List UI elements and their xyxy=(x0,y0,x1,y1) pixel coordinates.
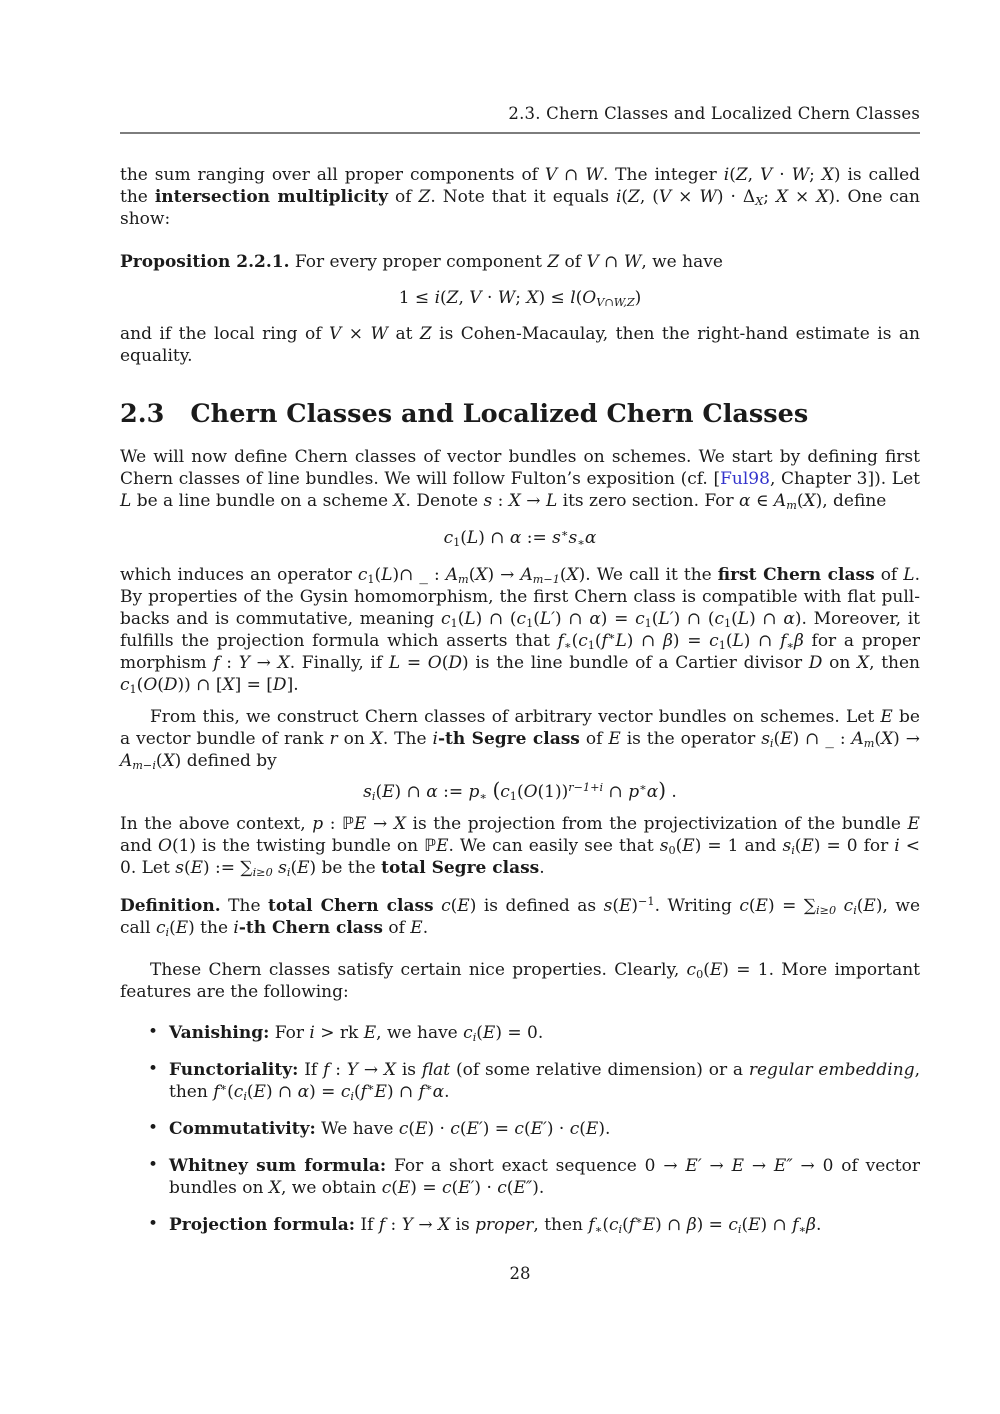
property-list-item xyxy=(148,1214,920,1236)
text-segment: α xyxy=(584,528,597,548)
property-text: Whitney sum formula: For a short exact sequence 0 → E′ → E → E″ → 0 of vector bundles on X, we obtain c(E) = c(E′) · c(E″). xyxy=(169,1156,920,1198)
text-segment: m xyxy=(458,573,469,587)
text-segment: s xyxy=(175,858,184,878)
bullet-icon: • xyxy=(148,1155,159,1175)
text-segment: L′ xyxy=(658,609,674,629)
text-segment: L xyxy=(381,565,393,585)
paragraph-projectivization: In the above context, p : ℙE → X is the projection from the projectivization of the bundle E and O(1) is the twisting bundle on ℙE. We can easily see that $s_0(E) = 1$ and $s_i(E) = 0$ for i < 0. Let s(E) := $\sum_{i\ge 0}$ $s_i(E)$ be the total Segre class. xyxy=(120,814,920,880)
text-segment: V xyxy=(329,324,342,344)
text-segment: c xyxy=(340,1082,351,1102)
text-segment: 1 xyxy=(509,790,517,804)
text-segment: β xyxy=(686,1215,697,1235)
bullet-icon: • xyxy=(148,1214,159,1234)
text-segment: first Chern class xyxy=(717,565,875,585)
paragraph-segre-class: From this, we construct Chern classes of arbitrary vector bundles on schemes. Let E be a vector bundle of rank r on X. The i-th Segre class of E is the operator $s_i(E)$ ∩ _ : $A_m(X) \to A_{m-i}(X)$ defined by xyxy=(120,707,921,773)
text-segment: ∗ xyxy=(219,1081,228,1095)
text-segment: E′ xyxy=(685,1156,702,1176)
text-segment: Y xyxy=(401,1215,413,1235)
text-segment: V xyxy=(544,165,558,185)
text-segment: i xyxy=(432,729,438,749)
text-segment: s xyxy=(761,729,770,749)
text-segment: m xyxy=(786,499,797,513)
paragraph-cohen-macaulay: and if the local ring of V × W at Z is Cohen-Macaulay, then the right-hand estimate is an equality. xyxy=(120,324,920,366)
text-segment: flat xyxy=(421,1060,451,1080)
text-segment: A xyxy=(520,565,533,585)
text-segment: W xyxy=(370,324,388,344)
text-segment: E xyxy=(253,1082,266,1102)
text-segment: D xyxy=(163,675,178,695)
text-segment: ) xyxy=(658,778,667,802)
text-segment: c xyxy=(709,631,719,651)
text-segment: p xyxy=(468,782,480,802)
text-segment: X xyxy=(222,675,235,695)
text-block xyxy=(120,0,920,1285)
property-text: Vanishing: For i > rk E, we have $c_i(E) = 0$. xyxy=(169,1023,544,1045)
text-segment: Z xyxy=(419,324,432,344)
text-segment: Z xyxy=(418,187,431,207)
text-segment: i xyxy=(350,1090,354,1104)
text-segment: X xyxy=(775,187,789,207)
text-segment: E xyxy=(801,836,814,856)
text-segment: Commutativity: xyxy=(169,1119,316,1139)
text-segment: Y xyxy=(238,653,250,673)
text-segment: p xyxy=(312,814,324,834)
text-segment: E xyxy=(731,1156,745,1176)
text-segment: V xyxy=(586,252,599,272)
text-segment: E xyxy=(642,1215,656,1235)
text-segment: O xyxy=(427,653,442,673)
text-segment: Whitney sum formula: xyxy=(169,1156,387,1176)
property-text: Functoriality: If f : Y → X is flat (of some relative dimension) or a regular embedding, then $f^∗(c_i(E)$ ∩ $\alpha) = c_i(f^∗E)$ ∩ f∗α. xyxy=(169,1060,920,1104)
text-segment: ∗ xyxy=(607,630,616,644)
text-segment: i xyxy=(233,918,239,938)
text-segment: c xyxy=(381,1178,392,1198)
text-segment: W xyxy=(791,165,810,185)
text-segment: 1 xyxy=(587,639,595,653)
text-segment: c xyxy=(398,1119,409,1139)
text-segment: f xyxy=(628,1215,636,1235)
text-segment: E xyxy=(608,729,621,749)
text-segment: V xyxy=(658,187,672,207)
text-segment: i xyxy=(371,790,376,804)
text-segment: ∗ xyxy=(424,1081,433,1095)
text-segment: O xyxy=(143,675,158,695)
text-segment: ∗ xyxy=(560,527,569,541)
text-segment: c xyxy=(443,528,454,548)
text-segment: E xyxy=(436,836,449,856)
text-segment: E xyxy=(863,896,876,916)
text-segment: c xyxy=(233,1082,244,1102)
text-segment: m−1 xyxy=(532,573,560,587)
text-segment: ∗ xyxy=(366,1081,375,1095)
text-segment: X xyxy=(162,751,175,771)
text-segment: ∗ xyxy=(786,639,794,653)
text-segment: α xyxy=(589,609,601,629)
text-segment: E′ xyxy=(458,1178,475,1198)
text-segment: E xyxy=(482,1023,496,1043)
text-segment: s xyxy=(363,782,372,802)
text-segment: α xyxy=(297,1082,310,1102)
text-segment: p xyxy=(628,782,640,802)
text-segment: L xyxy=(545,491,558,511)
text-segment: Z xyxy=(735,165,748,185)
text-segment: r xyxy=(329,729,338,749)
text-segment: L xyxy=(732,631,744,651)
text-segment: D xyxy=(808,653,823,673)
property-list-item xyxy=(148,1022,920,1044)
text-segment: V xyxy=(469,288,482,308)
text-segment: E xyxy=(353,814,367,834)
text-segment: V∩W,Z xyxy=(596,296,635,310)
text-segment: i xyxy=(615,187,622,207)
text-segment: A xyxy=(851,729,864,749)
text-segment: W xyxy=(699,187,717,207)
text-segment: c xyxy=(497,1178,507,1198)
text-segment: β xyxy=(663,631,673,651)
text-segment: total Chern class xyxy=(268,896,434,916)
text-segment: A xyxy=(120,751,133,771)
text-segment: i xyxy=(286,866,291,880)
property-list-item xyxy=(148,1118,920,1140)
text-segment: X xyxy=(755,195,764,209)
text-segment: E xyxy=(382,782,395,802)
text-segment: L xyxy=(120,491,132,511)
text-segment: E xyxy=(585,1119,599,1139)
text-segment: 1 xyxy=(453,536,461,550)
property-text: Commutativity: We have c(E) · c(E′) = c(E′) · c(E). xyxy=(169,1119,611,1139)
text-segment: X xyxy=(803,491,816,511)
text-segment: W xyxy=(497,288,516,308)
text-segment: L xyxy=(464,609,476,629)
citation-link[interactable]: Ful98 xyxy=(720,469,770,489)
bullet-icon: • xyxy=(148,1059,159,1079)
text-segment: i xyxy=(434,288,441,308)
text-segment: i xyxy=(618,1223,623,1237)
text-segment: X xyxy=(370,729,383,749)
text-segment: s xyxy=(659,836,669,856)
running-header-title: 2.3. Chern Classes and Localized Chern Classes xyxy=(508,104,920,123)
text-segment: Z xyxy=(446,288,459,308)
text-segment: α xyxy=(646,782,659,802)
text-segment: proper xyxy=(475,1215,534,1235)
text-segment: E″ xyxy=(513,1178,533,1198)
text-segment: m xyxy=(863,737,875,751)
text-segment: X xyxy=(821,165,834,185)
text-segment: s xyxy=(552,528,561,548)
text-segment: O xyxy=(158,836,172,856)
bullet-icon: • xyxy=(148,1118,159,1138)
text-segment: E xyxy=(907,814,920,834)
text-segment: f xyxy=(557,631,564,651)
text-segment: E xyxy=(682,836,695,856)
text-segment: E xyxy=(618,896,632,916)
text-segment: E″ xyxy=(773,1156,793,1176)
text-segment: X xyxy=(438,1215,451,1235)
text-segment: O xyxy=(523,782,538,802)
text-segment: D xyxy=(448,653,463,673)
text-segment: s xyxy=(568,528,578,548)
text-segment: intersection multiplicity xyxy=(154,187,389,207)
text-segment: E xyxy=(780,729,793,749)
text-segment: β xyxy=(794,631,804,651)
text-segment: Z xyxy=(547,252,560,272)
text-segment: A xyxy=(773,491,787,511)
text-segment: c xyxy=(728,1215,738,1235)
property-list-item xyxy=(148,1059,920,1103)
text-segment: i xyxy=(243,1090,247,1104)
text-segment: 1 xyxy=(718,639,726,653)
text-segment: D xyxy=(272,675,287,695)
text-segment: r−1+i xyxy=(568,781,604,795)
text-segment: s xyxy=(782,836,792,856)
text-segment: f xyxy=(792,1215,799,1235)
text-segment: Proposition 2.2.1. xyxy=(120,252,290,272)
text-segment: L xyxy=(615,631,627,651)
text-segment: E xyxy=(415,1119,428,1139)
text-segment: −1 xyxy=(638,895,655,909)
text-segment: i xyxy=(894,836,900,856)
text-segment: Definition. xyxy=(120,896,221,916)
text-segment: ℙ xyxy=(342,814,354,834)
text-segment: ∗ xyxy=(635,1214,643,1228)
text-segment: c xyxy=(686,960,697,980)
text-segment: X xyxy=(881,729,894,749)
text-segment: f xyxy=(378,1215,386,1235)
text-segment: X xyxy=(383,1060,396,1080)
text-segment: Z xyxy=(628,187,640,207)
section-title: Chern Classes and Localized Chern Classes xyxy=(190,399,809,429)
text-segment: c xyxy=(578,631,588,651)
text-segment: β xyxy=(806,1215,816,1235)
text-segment: c xyxy=(714,609,725,629)
header-rule xyxy=(120,132,920,134)
equation-first-chern: $c_1(L)$ ∩ α := $s^∗s_∗\alpha$ xyxy=(443,527,597,550)
text-segment: total Segre class xyxy=(381,858,540,878)
text-segment: ℙ xyxy=(424,836,437,856)
text-segment: 1 xyxy=(644,617,652,631)
text-segment: i≥0 xyxy=(252,866,273,880)
text-segment: c xyxy=(441,1178,452,1198)
text-segment: E xyxy=(410,918,423,938)
text-segment: c xyxy=(843,896,854,916)
text-segment: c xyxy=(120,675,130,695)
paragraph-first-chern-properties: which induces an operator $c_1(L)\cap$ _ : $A_m(X) \to A_{m-1}(X)$. We call it the first Chern class of L. By properties of the Gysin homomorphism, the first Chern class is compatible with flat pull-backs and is commutative, meaning $c_1(L)$ ∩ ($c_1(L')$ ∩ $\alpha) = c_1(L')$ ∩ ($c_1(L)$ ∩ α). Moreover, it fulfills the projection formula which asserts that $f_∗(c_1(f^∗L)$ ∩ $\beta) = c_1(L)$ ∩ $f_∗\beta$ for a proper morphism f : Y → X. Finally, if L = O(D) is the line bundle of a Cartier divisor D on X, then $c_1(O(D))$ ∩ [X] = [D]. xyxy=(120,565,921,697)
section-heading xyxy=(120,398,920,431)
text-segment: f xyxy=(418,1082,425,1102)
text-segment: c xyxy=(500,782,510,802)
text-segment: X xyxy=(526,288,539,308)
text-segment: f xyxy=(780,631,787,651)
paragraph-define-chern: We will now define Chern classes of vector bundles on schemes. We start by defining first Chern classes of line bundles. We will follow Fulton’s exposition (cf. [Ful98, Chapter 3]). Let L be a line bundle on a scheme X. Denote s : X → L its zero section. For α ∈ $A_m(X)$, define xyxy=(120,447,920,513)
text-segment: W xyxy=(623,252,642,272)
text-segment: α xyxy=(739,491,751,511)
text-segment: E′ xyxy=(466,1119,483,1139)
equation-segre: $s_i(E)$ ∩ α := $p_∗$ ($c_1(O(1))^{r-1+i}$ ∩ p∗α) . xyxy=(363,778,677,804)
text-segment: i xyxy=(791,844,795,858)
text-segment: E xyxy=(175,918,189,938)
text-segment: O xyxy=(582,288,597,308)
text-segment: 1 xyxy=(526,617,534,631)
text-segment: f xyxy=(323,1060,330,1080)
text-segment: i xyxy=(737,1223,742,1237)
text-segment: E′ xyxy=(530,1119,547,1139)
text-segment: 1 xyxy=(724,617,732,631)
text-segment: c xyxy=(450,1119,460,1139)
text-segment: ∗ xyxy=(798,1223,807,1237)
text-segment: -th Chern class xyxy=(238,918,383,938)
text-segment: i xyxy=(769,737,774,751)
text-segment: L xyxy=(903,565,915,585)
bullet-icon: • xyxy=(148,1022,159,1042)
text-segment: 0 xyxy=(696,968,704,982)
text-segment: W xyxy=(585,165,603,185)
text-segment: Vanishing: xyxy=(169,1023,270,1043)
text-segment: X xyxy=(277,653,290,673)
text-segment: E xyxy=(748,1215,761,1235)
text-segment: l xyxy=(570,288,576,308)
text-segment: X xyxy=(393,491,406,511)
text-segment: L xyxy=(466,528,479,548)
text-segment: E xyxy=(363,1023,377,1043)
text-segment: L xyxy=(388,653,401,673)
text-segment: c xyxy=(516,609,527,629)
text-segment: c xyxy=(463,1023,473,1043)
text-segment: α xyxy=(509,528,522,548)
text-segment: X xyxy=(268,1178,281,1198)
page-number: 28 xyxy=(509,1264,531,1283)
text-segment: X xyxy=(816,187,829,207)
text-segment: α xyxy=(426,782,438,802)
property-list-item xyxy=(148,1155,920,1199)
text-segment: ∗ xyxy=(577,536,585,550)
equation-multiplicity-bound: 1 ≤ i(Z, V · W; $X) \le l(O_{V\cap W,Z})$ xyxy=(398,288,642,310)
section-number: 2.3 xyxy=(120,399,165,429)
text-segment: c xyxy=(357,565,368,585)
text-segment: X xyxy=(856,653,870,673)
paragraph-definition-total-chern: Definition. The total Chern class c(E) is defined as $s(E)^{-1}$. Writing $c(E) = \sum_{i\ge 0}$ $c_i(E)$, we call $c_i(E)$ the i-th Chern class of E. xyxy=(120,895,921,940)
text-segment: E xyxy=(709,960,723,980)
text-segment: 1 xyxy=(129,683,137,697)
text-segment: Projection formula: xyxy=(169,1215,356,1235)
text-segment: E xyxy=(755,896,768,916)
text-segment: E xyxy=(880,707,893,727)
text-segment: i≥0 xyxy=(816,904,837,918)
text-segment: 1 xyxy=(450,617,458,631)
paragraph-properties-intro: These Chern classes satisfy certain nice properties. Clearly, $c_0(E) = 1$. More important features are the following: xyxy=(120,960,920,1002)
text-segment: c xyxy=(739,896,749,916)
text-segment: ∗ xyxy=(639,781,647,795)
running-header xyxy=(120,0,920,134)
text-segment: c xyxy=(155,918,166,938)
text-segment: α xyxy=(783,609,795,629)
text-segment: E xyxy=(297,858,310,878)
text-segment: L xyxy=(737,609,750,629)
text-segment: f xyxy=(213,1082,220,1102)
text-segment: E xyxy=(374,1082,387,1102)
text-segment: Y xyxy=(346,1060,358,1080)
text-segment: i xyxy=(309,1023,315,1043)
text-segment: X xyxy=(566,565,579,585)
text-segment: f xyxy=(360,1082,367,1102)
text-segment: i xyxy=(165,926,170,940)
text-segment: i xyxy=(723,165,730,185)
property-list xyxy=(120,1022,920,1236)
text-segment: E xyxy=(190,858,204,878)
text-segment: ∗ xyxy=(563,639,572,653)
text-segment: A xyxy=(445,565,459,585)
text-segment: 0 xyxy=(668,844,676,858)
text-segment: X xyxy=(508,491,521,511)
text-segment: E xyxy=(457,896,470,916)
text-segment: f xyxy=(601,631,608,651)
text-segment: α xyxy=(432,1082,445,1102)
text-segment: ∗ xyxy=(594,1223,603,1237)
text-segment: regular embedding xyxy=(748,1060,915,1080)
text-segment: s xyxy=(278,858,287,878)
text-segment: c xyxy=(441,896,451,916)
text-segment: f xyxy=(588,1215,595,1235)
text-segment: Functoriality: xyxy=(169,1060,299,1080)
text-segment: s xyxy=(603,896,613,916)
text-segment: f xyxy=(213,653,220,673)
text-segment: X xyxy=(393,814,406,834)
text-segment: ∗ xyxy=(479,790,488,804)
text-segment: c xyxy=(514,1119,524,1139)
text-segment: s xyxy=(483,491,493,511)
text-segment: c xyxy=(609,1215,619,1235)
text-segment: c xyxy=(569,1119,580,1139)
text-segment: E xyxy=(397,1178,411,1198)
paragraph-intersection-multiplicity: the sum ranging over all proper components of V ∩ W. The integer i(Z, V · W; X) is called the intersection multiplicity of Z. Note that it equals i(Z, $(V \times W) \cdot \Delta_X$; X × X). One can show: xyxy=(120,165,921,229)
property-text: Projection formula: If f : Y → X is proper, then $f_∗(c_i(f^∗E)$ ∩ $\beta) = c_i(E)$ ∩ $f_∗\beta$. xyxy=(169,1214,822,1237)
text-segment: X xyxy=(475,565,488,585)
text-segment: i xyxy=(853,904,857,918)
text-segment: 1 xyxy=(367,573,375,587)
text-segment: L′ xyxy=(539,609,556,629)
text-segment: c xyxy=(635,609,645,629)
proposition-2-2-1: Proposition 2.2.1. For every proper component Z of V ∩ W, we have xyxy=(120,252,723,272)
text-segment: i xyxy=(472,1031,477,1045)
text-segment: m−i xyxy=(132,759,156,773)
text-segment: ( xyxy=(492,778,501,802)
text-segment: -th Segre class xyxy=(437,729,580,749)
text-segment: c xyxy=(441,609,451,629)
text-segment: V xyxy=(760,165,773,185)
